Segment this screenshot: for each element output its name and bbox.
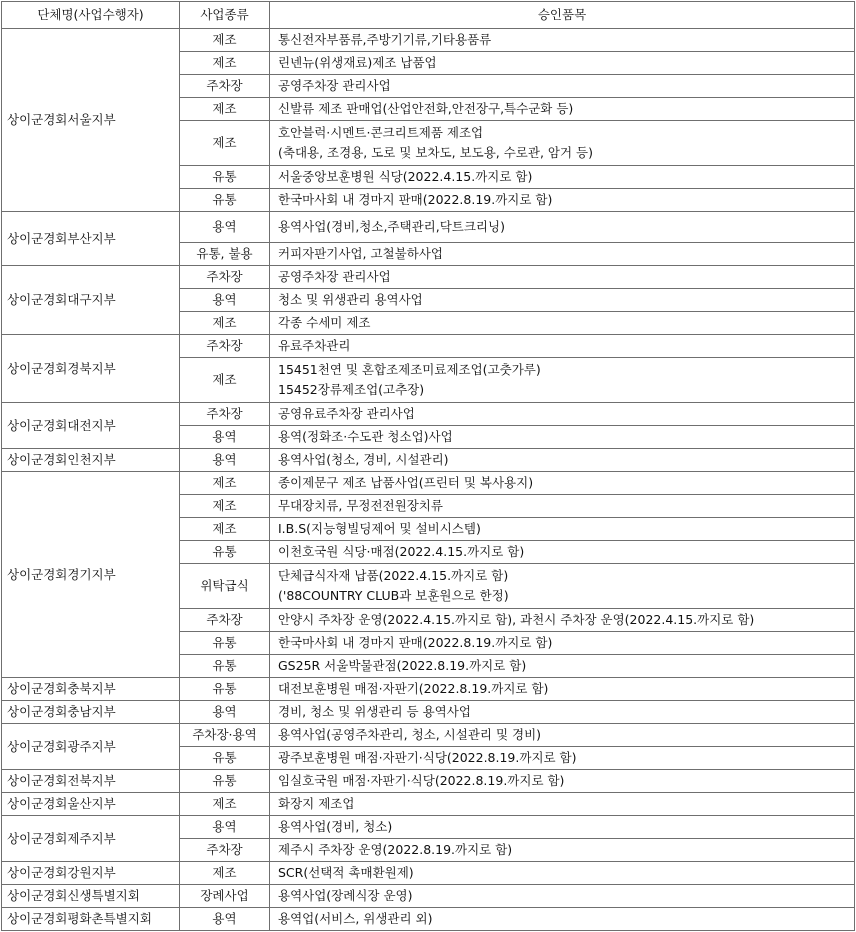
approved-item-cell bbox=[270, 495, 855, 518]
business-type-cell: 유통 bbox=[180, 655, 270, 678]
business-type-cell: 주차장 bbox=[180, 839, 270, 862]
approved-item-line: 이천호국원 식당·매점(2022.4.15.까지로 함) bbox=[278, 544, 525, 559]
org-name-cell: 상이군경회충북지부 bbox=[2, 678, 180, 701]
table-row bbox=[2, 678, 855, 701]
approved-item-cell bbox=[270, 312, 855, 335]
approved-item-cell bbox=[270, 75, 855, 98]
business-type-cell: 제조 bbox=[180, 495, 270, 518]
business-type-cell: 제조 bbox=[180, 29, 270, 52]
approved-item-line: (축대용, 조경용, 도로 및 보차도, 보도용, 수로관, 암거 등) bbox=[278, 145, 593, 160]
approved-item-line: ('88COUNTRY CLUB과 보훈원으로 한정) bbox=[278, 588, 509, 603]
approved-item-cell bbox=[270, 678, 855, 701]
approved-item-cell bbox=[270, 212, 855, 243]
approved-item-line: 단체급식자재 납품(2022.4.15.까지로 함) bbox=[278, 568, 509, 583]
approved-item-line: 대전보훈병원 매점·자판기(2022.8.19.까지로 함) bbox=[278, 681, 549, 696]
approved-item-cell bbox=[270, 243, 855, 266]
approved-item-cell bbox=[270, 121, 855, 166]
org-name-cell: 상이군경회충남지부 bbox=[2, 701, 180, 724]
approved-item-cell bbox=[270, 793, 855, 816]
approved-item-cell bbox=[270, 770, 855, 793]
business-type-cell: 용역 bbox=[180, 908, 270, 931]
approved-item-cell bbox=[270, 29, 855, 52]
table-row bbox=[2, 885, 855, 908]
business-type-cell: 유통 bbox=[180, 541, 270, 564]
approved-item-line: 공영주차장 관리사업 bbox=[278, 78, 391, 93]
org-name-cell: 상이군경회평화촌특별지회 bbox=[2, 908, 180, 931]
approved-item-cell bbox=[270, 166, 855, 189]
approved-item-cell bbox=[270, 701, 855, 724]
approved-item-cell bbox=[270, 885, 855, 908]
table-row bbox=[2, 793, 855, 816]
org-name-cell: 상이군경회서울지부 bbox=[2, 29, 180, 212]
business-type-cell: 위탁급식 bbox=[180, 564, 270, 609]
org-name-cell: 상이군경회신생특별지회 bbox=[2, 885, 180, 908]
approved-item-line: 광주보훈병원 매점·자판기·식당(2022.8.19.까지로 함) bbox=[278, 750, 577, 765]
business-type-cell: 용역 bbox=[180, 289, 270, 312]
approved-item-line: 청소 및 위생관리 용역사업 bbox=[278, 292, 423, 307]
business-type-cell: 용역 bbox=[180, 426, 270, 449]
org-name-cell: 상이군경회부산지부 bbox=[2, 212, 180, 266]
approved-item-line: 커피자판기사업, 고철불하사업 bbox=[278, 246, 443, 261]
table-row bbox=[2, 449, 855, 472]
table-row bbox=[2, 701, 855, 724]
approved-item-line: 각종 수세미 제조 bbox=[278, 315, 371, 330]
business-type-cell: 유통 bbox=[180, 678, 270, 701]
approved-item-cell bbox=[270, 862, 855, 885]
header-type: 사업종류 bbox=[180, 2, 270, 29]
approved-item-line: 경비, 청소 및 위생관리 등 용역사업 bbox=[278, 704, 471, 719]
approved-item-line: 서울중앙보훈병원 식당(2022.4.15.까지로 함) bbox=[278, 169, 533, 184]
table-row bbox=[2, 816, 855, 839]
approved-item-cell bbox=[270, 52, 855, 75]
approved-item-line: 용역사업(경비, 청소) bbox=[278, 819, 393, 834]
business-type-cell: 주차장 bbox=[180, 609, 270, 632]
business-type-cell: 주차장 bbox=[180, 266, 270, 289]
org-name-cell: 상이군경회경북지부 bbox=[2, 335, 180, 403]
org-name-cell: 상이군경회광주지부 bbox=[2, 724, 180, 770]
approved-item-line: 공영유료주차장 관리사업 bbox=[278, 406, 415, 421]
table-row bbox=[2, 472, 855, 495]
org-name-cell: 상이군경회인천지부 bbox=[2, 449, 180, 472]
table-row bbox=[2, 266, 855, 289]
table-row bbox=[2, 29, 855, 52]
business-type-cell: 장례사업 bbox=[180, 885, 270, 908]
approved-item-cell bbox=[270, 518, 855, 541]
business-type-cell: 유통 bbox=[180, 770, 270, 793]
approved-item-cell bbox=[270, 289, 855, 312]
approved-item-cell bbox=[270, 189, 855, 212]
header-row bbox=[2, 2, 855, 29]
table-row bbox=[2, 403, 855, 426]
table-row bbox=[2, 770, 855, 793]
table-row bbox=[2, 862, 855, 885]
approved-item-line: 한국마사회 내 경마지 판매(2022.8.19.까지로 함) bbox=[278, 192, 553, 207]
header-items: 승인품목 bbox=[270, 2, 855, 29]
approved-item-cell bbox=[270, 816, 855, 839]
business-type-cell: 유통 bbox=[180, 747, 270, 770]
table-row bbox=[2, 724, 855, 747]
approved-item-cell bbox=[270, 564, 855, 609]
approved-item-line: 종이제문구 제조 납품사업(프린터 및 복사용지) bbox=[278, 475, 534, 490]
approved-item-cell bbox=[270, 98, 855, 121]
approved-item-line: 유료주차관리 bbox=[278, 338, 351, 353]
business-type-cell: 제조 bbox=[180, 793, 270, 816]
approved-item-cell bbox=[270, 632, 855, 655]
business-type-cell: 용역 bbox=[180, 449, 270, 472]
approved-item-line: 화장지 제조업 bbox=[278, 796, 355, 811]
approved-item-cell bbox=[270, 908, 855, 931]
org-name-cell: 상이군경회대구지부 bbox=[2, 266, 180, 335]
business-type-cell: 주차장 bbox=[180, 403, 270, 426]
approved-item-line: 한국마사회 내 경마지 판매(2022.8.19.까지로 함) bbox=[278, 635, 553, 650]
table-row bbox=[2, 908, 855, 931]
table-body bbox=[2, 29, 855, 931]
approved-item-line: 제주시 주차장 운영(2022.8.19.까지로 함) bbox=[278, 842, 513, 857]
approved-item-cell bbox=[270, 541, 855, 564]
approved-item-cell bbox=[270, 655, 855, 678]
approved-item-cell bbox=[270, 724, 855, 747]
org-name-cell: 상이군경회울산지부 bbox=[2, 793, 180, 816]
approved-item-line: 린넨뉴(위생재료)제조 납품업 bbox=[278, 55, 437, 70]
business-type-cell: 주차장·용역 bbox=[180, 724, 270, 747]
approved-item-line: 용역사업(장례식장 운영) bbox=[278, 888, 413, 903]
business-type-cell: 유통 bbox=[180, 632, 270, 655]
approved-item-cell bbox=[270, 609, 855, 632]
table-row bbox=[2, 335, 855, 358]
approved-item-line: 15451천연 및 혼합조제조미료제조업(고춧가루) bbox=[278, 362, 541, 377]
org-name-cell: 상이군경회제주지부 bbox=[2, 816, 180, 862]
approved-item-line: 통신전자부품류,주방기기류,기타용품류 bbox=[278, 32, 492, 47]
business-type-cell: 용역 bbox=[180, 212, 270, 243]
approved-item-line: 용역(정화조·수도관 청소업)사업 bbox=[278, 429, 453, 444]
business-type-cell: 제조 bbox=[180, 312, 270, 335]
approved-item-line: GS25R 서울박물관점(2022.8.19.까지로 함) bbox=[278, 658, 527, 673]
business-type-cell: 제조 bbox=[180, 358, 270, 403]
approved-item-line: 공영주차장 관리사업 bbox=[278, 269, 391, 284]
approved-item-line: 15452장류제조업(고추장) bbox=[278, 382, 425, 397]
approved-item-cell bbox=[270, 472, 855, 495]
business-type-cell: 제조 bbox=[180, 862, 270, 885]
approved-item-cell bbox=[270, 403, 855, 426]
approved-item-line: SCR(선택적 촉매환원제) bbox=[278, 865, 414, 880]
approved-item-line: 안양시 주차장 운영(2022.4.15.까지로 함), 과천시 주차장 운영(2022.4.15.까지로 함) bbox=[278, 612, 755, 627]
approved-item-line: I.B.S(지능형빌딩제어 및 설비시스템) bbox=[278, 521, 481, 536]
business-type-cell: 주차장 bbox=[180, 75, 270, 98]
approved-item-cell bbox=[270, 747, 855, 770]
approved-item-cell bbox=[270, 839, 855, 862]
approved-item-line: 용역사업(경비,청소,주택관리,닥트크리닝) bbox=[278, 219, 505, 234]
business-type-cell: 제조 bbox=[180, 472, 270, 495]
approved-item-cell bbox=[270, 358, 855, 403]
business-type-cell: 제조 bbox=[180, 518, 270, 541]
business-type-cell: 용역 bbox=[180, 816, 270, 839]
header-org: 단체명(사업수행자) bbox=[2, 2, 180, 29]
business-type-cell: 제조 bbox=[180, 121, 270, 166]
approved-item-line: 용역업(서비스, 위생관리 외) bbox=[278, 911, 433, 926]
org-name-cell: 상이군경회강원지부 bbox=[2, 862, 180, 885]
approved-item-cell bbox=[270, 449, 855, 472]
approved-item-cell bbox=[270, 426, 855, 449]
approval-items-table bbox=[1, 1, 855, 931]
approved-item-cell bbox=[270, 335, 855, 358]
approved-item-line: 임실호국원 매점·자판기·식당(2022.8.19.까지로 함) bbox=[278, 773, 565, 788]
business-type-cell: 제조 bbox=[180, 52, 270, 75]
business-type-cell: 주차장 bbox=[180, 335, 270, 358]
approved-item-line: 신발류 제조 판매업(산업안전화,안전장구,특수군화 등) bbox=[278, 101, 574, 116]
approved-item-line: 용역사업(청소, 경비, 시설관리) bbox=[278, 452, 449, 467]
business-type-cell: 유통 bbox=[180, 189, 270, 212]
table-row bbox=[2, 212, 855, 243]
business-type-cell: 용역 bbox=[180, 701, 270, 724]
approved-item-line: 무대장치류, 무정전전원장치류 bbox=[278, 498, 443, 513]
business-type-cell: 유통, 불용 bbox=[180, 243, 270, 266]
business-type-cell: 제조 bbox=[180, 98, 270, 121]
approved-item-line: 호안블럭·시멘트·콘크리트제품 제조업 bbox=[278, 125, 484, 140]
approved-item-line: 용역사업(공영주차관리, 청소, 시설관리 및 경비) bbox=[278, 727, 542, 742]
approved-item-cell bbox=[270, 266, 855, 289]
org-name-cell: 상이군경회전북지부 bbox=[2, 770, 180, 793]
org-name-cell: 상이군경회경기지부 bbox=[2, 472, 180, 678]
org-name-cell: 상이군경회대전지부 bbox=[2, 403, 180, 449]
business-type-cell: 유통 bbox=[180, 166, 270, 189]
